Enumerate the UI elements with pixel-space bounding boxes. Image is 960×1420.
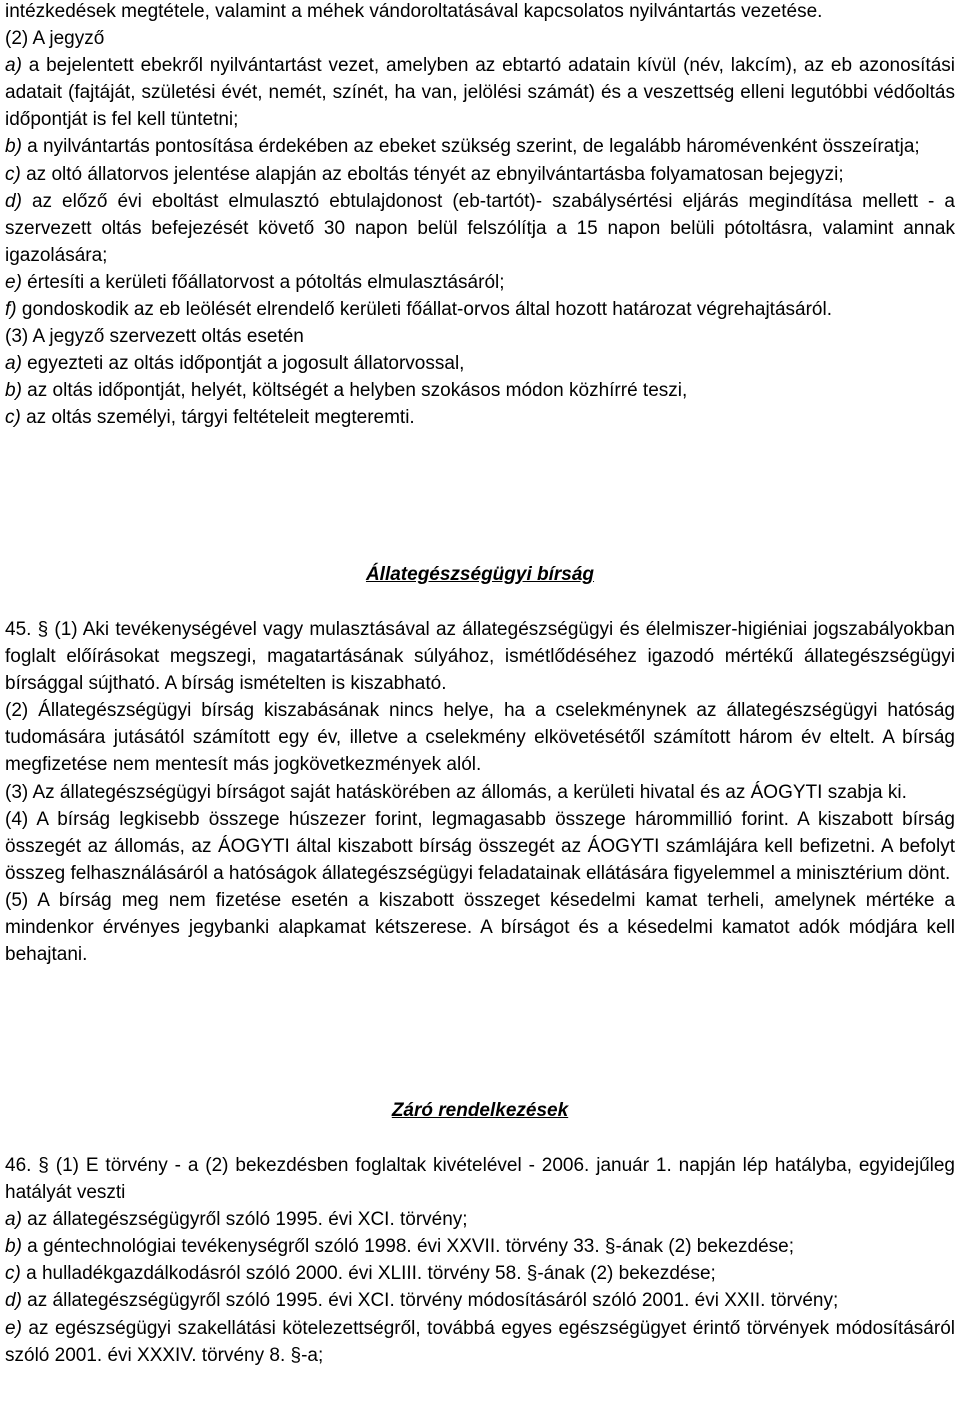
paragraph [5,1206,955,1233]
paragraph-text: az előző évi eboltást elmulasztó ebtulajdonost (eb-tartót)- szabálysértési eljárás megindítása mellett - a szervezett oltás befejezését követő 30 napon belül felszólítja a 15 napon belüli pótoltásra, valamint annak igazolására; [5,190,955,266]
paragraph [5,161,955,188]
paragraph [5,697,955,778]
paragraph [5,323,955,350]
paragraph [5,377,955,404]
paragraph-text: 45. § (1) Aki tevékenységével vagy mulasztásával az állategészségügyi és élelmiszer-higiéniai jogszabályokban foglalt előírásokat megszegi, magatartásának súlyához, ismétlődéséhez igazodó mértékű állategészségügyi bírsággal sújtható. A bírság ismételten is kiszabható. [5,619,955,695]
paragraph-text: az állategészségügyről szóló 1995. évi XCI. törvény módosításáról szóló 2001. évi XXII. törvény; [21,1290,839,1312]
paragraph [5,0,955,25]
paragraph-text: egyezteti az oltás időpontját a jogosult állatorvossal, [21,353,465,375]
paragraph [5,779,955,806]
paragraph-text: az oltás időpontját, helyét, költségét a helyben szokásos módon közhírré teszi, [21,380,688,402]
paragraph-text: a géntechnológiai tevékenységről szóló 1998. évi XXVII. törvény 33. §-ának (2) bekezdése; [21,1236,794,1258]
paragraph-text: a nyilvántartás pontosítása érdekében az ebeket szükség szerint, de legalább háromévenként összeíratja; [21,136,920,158]
list-marker: d) [5,1290,22,1312]
paragraph-text: értesíti a kerületi főállatorvost a pótoltás elmulasztásáról; [21,271,505,293]
list-marker: c) [5,407,21,429]
paragraph [5,887,955,968]
section-birsag-paragraphs [5,616,955,968]
paragraph-text: (5) A bírság meg nem fizetése esetén a kiszabott összeget késedelmi kamat terheli, amelynek mértéke a mindenkor érvényes jegybanki alapkamat kétszerese. A bírságot és a késedelmi kamatot adók módjára kell behajtani. [5,889,955,966]
paragraph [5,296,955,323]
list-marker: b) [5,136,22,158]
list-marker: f) [5,299,17,321]
list-marker: a) [5,353,22,375]
list-marker: b) [5,380,22,402]
paragraph [5,52,955,133]
paragraph [5,269,955,296]
paragraph [5,350,955,377]
section-jegyzo-duties [5,0,955,432]
paragraph-text: (4) A bírság legkisebb összege húszezer forint, legmagasabb összege hárommillió forint. A kiszabott bírság összegét az állomás, az ÁOGYTI által kiszabott bírság összegét az ÁOGYTI számlájára kell befizetni. A befolyt összeg felhasználásáról a hatóságok állategészségügyi feladatainak ellátására figyelemmel a minisztérium dönt. [5,808,955,884]
paragraph [5,25,955,52]
paragraph-text: az oltás személyi, tárgyi feltételeit megteremti. [20,407,415,429]
paragraph [5,1260,955,1287]
paragraph [5,188,955,269]
paragraph [5,806,955,887]
list-marker: e) [5,1317,22,1339]
list-marker: a) [5,55,22,77]
paragraph-text: 46. § (1) E törvény - a (2) bekezdésben foglaltak kivételével - 2006. január 1. napján lép hatályba, egyidejűleg hatályát veszti [5,1155,955,1204]
paragraph-text: az oltó állatorvos jelentése alapján az eboltás tényét az ebnyilvántartásba folyamatosan bejegyzi; [20,163,844,185]
paragraph [5,1287,955,1314]
list-marker: c) [5,1263,21,1285]
paragraph [5,404,955,431]
paragraph-text: az egészségügyi szakellátási kötelezettségről, továbbá egyes egészségügyet érintő törvények módosításáról szóló 2001. évi XXXIV. törvény 8. §-a; [5,1317,955,1366]
paragraph-text: (3) A jegyző szervezett oltás esetén [5,326,304,348]
paragraph [5,1315,955,1369]
paragraph [5,1233,955,1260]
paragraph [5,133,955,160]
paragraph-text: a hulladékgazdálkodásról szóló 2000. évi XLIII. törvény 58. §-ának (2) bekezdése; [20,1263,716,1285]
paragraph-text: intézkedések megtétele, valamint a méhek vándoroltatásával kapcsolatos nyilvántartás vezetése. [5,1,823,22]
paragraph-text: (2) A jegyző [5,28,105,50]
paragraph-text: a bejelentett ebekről nyilvántartást vezet, amelyben az ebtartó adatain kívül (név, lakcím), az eb azonosítási adatait (fajtáját, születési évét, nemét, színét, ha van, jelölési számát) és a veszettség elleni legutóbbi védőoltás időpontját is fel kell tüntetni; [5,55,955,131]
list-marker: c) [5,163,21,185]
paragraph-text: (2) Állategészségügyi bírság kiszabásának nincs helye, ha a cselekménynek az állategészségügyi hatóság tudomására jutásától számított egy év, illetve a cselekmény elkövetésétől számított három év eltelt. A bírság megfizetése nem mentesít más jogkövetkezmények alól. [5,700,955,776]
list-marker: e) [5,271,22,293]
paragraph-text: gondoskodik az eb leölését elrendelő kerületi főállat-orvos által hozott határozat végrehajtásáról. [16,299,832,321]
section-zaro-paragraphs [5,1152,955,1369]
paragraph [5,616,955,697]
list-marker: b) [5,1236,22,1258]
list-marker: a) [5,1209,22,1231]
heading-zaro-rendelkezesek: Záró rendelkezések [391,1100,569,1121]
paragraph-text: az állategészségügyről szóló 1995. évi XCI. törvény; [21,1209,468,1231]
paragraph-text: (3) Az állategészségügyi bírságot saját hatáskörében az állomás, a kerületi hivatal és az ÁOGYTI szabja ki. [5,781,907,803]
heading-allategeszsegugyi-birsag: Állategészségügyi bírság [365,564,595,585]
list-marker: d) [5,190,22,212]
paragraph [5,1152,955,1206]
